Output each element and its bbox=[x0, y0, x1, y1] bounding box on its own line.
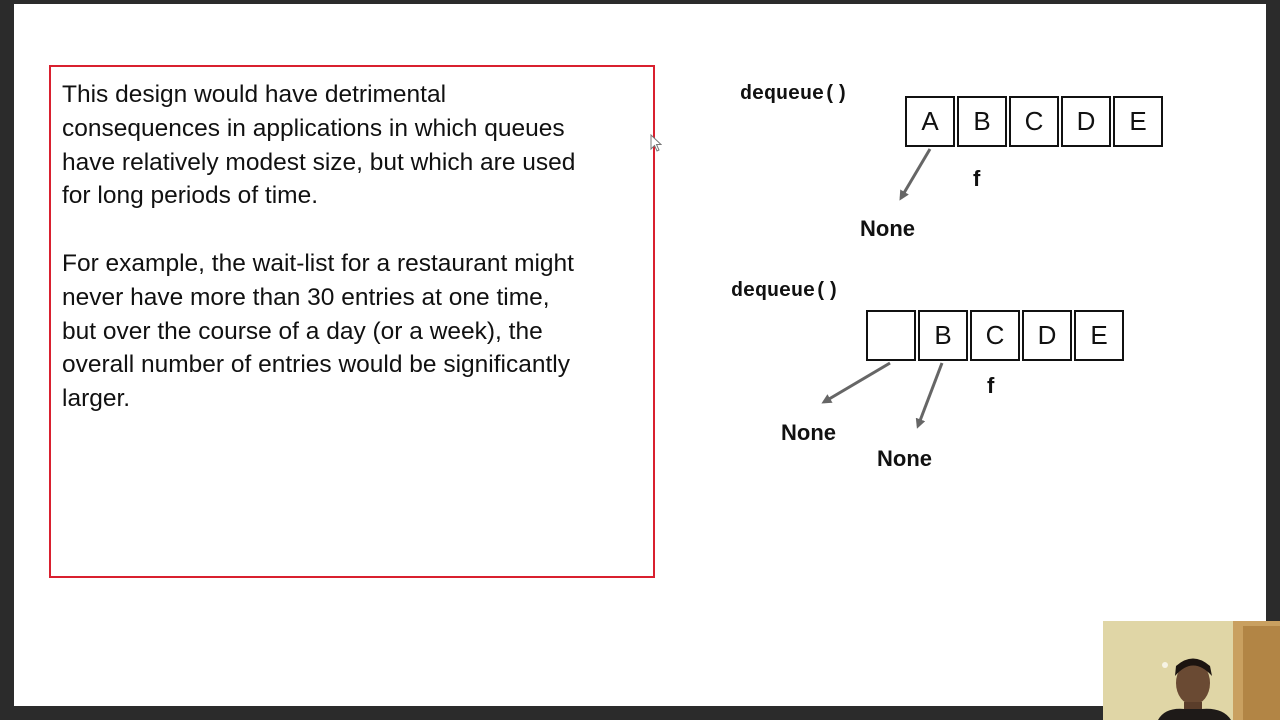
none-label-2b: None bbox=[877, 446, 932, 471]
queue-cell: E bbox=[1113, 96, 1163, 147]
none-label-1: None bbox=[860, 216, 915, 241]
front-pointer-label-1: f bbox=[973, 166, 981, 191]
queue-cell: B bbox=[918, 310, 968, 361]
queue-cell: C bbox=[1009, 96, 1059, 147]
paragraph-2: For example, the wait-list for a restaurant might never have more than 30 entries at one time, but over the course of a day (or a week), the overall number of entries would be significantly larger. bbox=[62, 250, 574, 413]
arrow-b-to-none bbox=[918, 363, 942, 426]
mouse-cursor-icon bbox=[650, 134, 662, 152]
person-icon bbox=[1103, 621, 1280, 720]
queue-cell: D bbox=[1022, 310, 1072, 361]
queue-cell: D bbox=[1061, 96, 1111, 147]
none-label-2a: None bbox=[781, 420, 836, 445]
queue-cell: A bbox=[905, 96, 955, 147]
queue-cell: C bbox=[970, 310, 1020, 361]
front-pointer-label-2: f bbox=[987, 373, 995, 398]
dequeue-label-1: dequeue() bbox=[740, 83, 849, 106]
webcam-overlay bbox=[1103, 621, 1280, 720]
queue-cell: B bbox=[957, 96, 1007, 147]
arrow-empty-to-none bbox=[824, 363, 890, 402]
paragraph-1: This design would have detrimental consequences in applications in which queues have relatively modest size, but which are used for long periods of time. bbox=[62, 81, 576, 210]
arrow-a-to-none bbox=[901, 149, 930, 198]
dequeue-label-2: dequeue() bbox=[731, 280, 840, 303]
queue-cell: E bbox=[1074, 310, 1124, 361]
